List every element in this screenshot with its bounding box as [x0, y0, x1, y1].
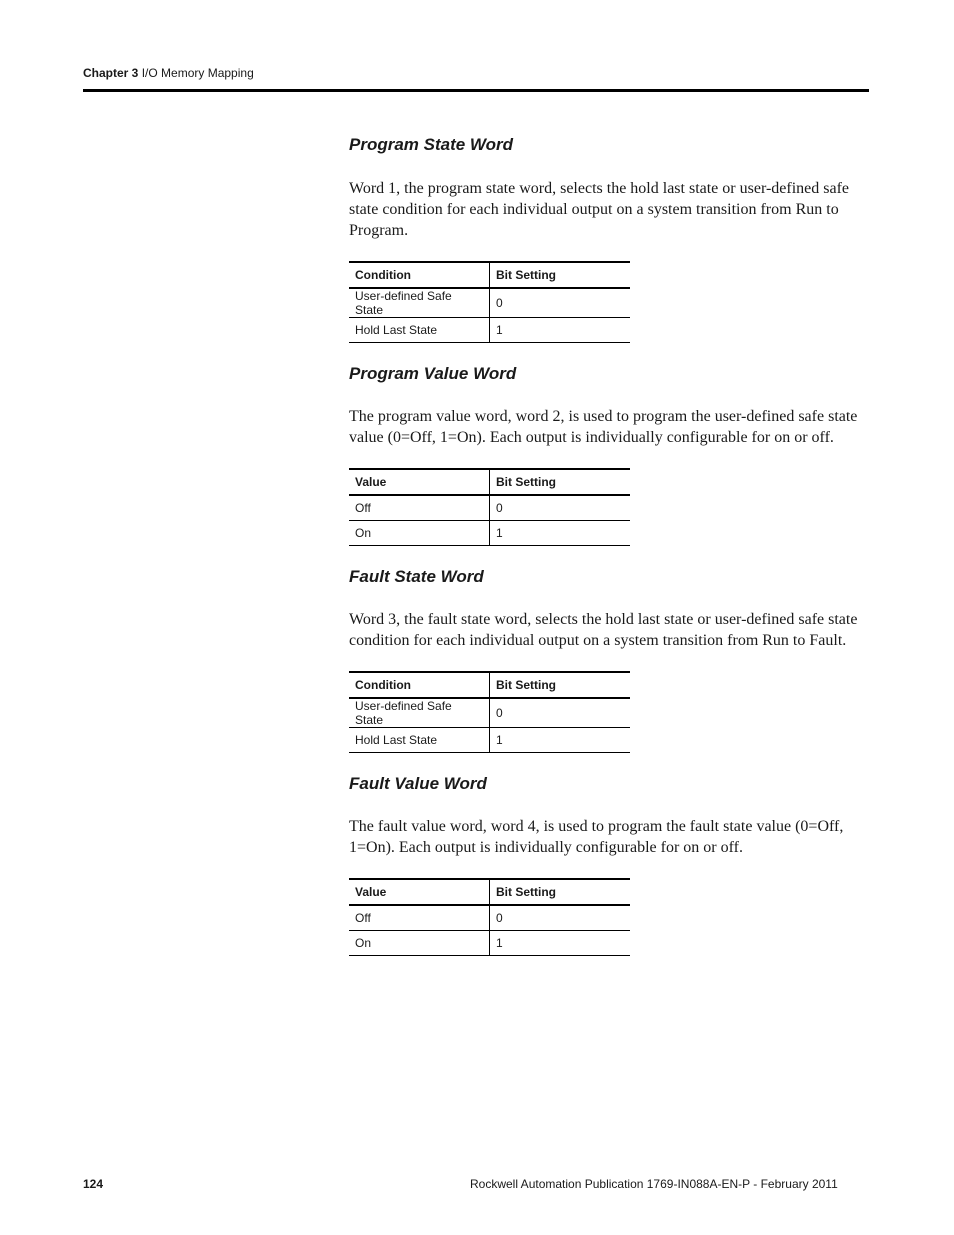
page-header	[83, 66, 254, 80]
chapter-title: I/O Memory Mapping	[141, 66, 254, 80]
bit-setting-table	[349, 878, 630, 956]
column-header: Bit Setting	[490, 879, 631, 905]
header-rule	[83, 89, 869, 92]
section-program-value-word	[349, 362, 859, 546]
table-row	[349, 698, 630, 728]
table-header-row	[349, 262, 630, 288]
table-cell: On	[349, 521, 490, 546]
table-cell: User-defined Safe State	[349, 288, 490, 318]
column-header: Condition	[349, 262, 490, 288]
publication-info: Rockwell Automation Publication 1769-IN088A-EN-P - February 2011	[470, 1177, 838, 1191]
table-cell: 1	[490, 318, 631, 343]
page-number: 124	[83, 1177, 104, 1191]
table-cell: On	[349, 931, 490, 956]
table-cell: Off	[349, 905, 490, 931]
table-cell: Hold Last State	[349, 318, 490, 343]
table-cell: 1	[490, 931, 631, 956]
column-header: Bit Setting	[490, 672, 631, 698]
table-header-row	[349, 879, 630, 905]
table-cell: User-defined Safe State	[349, 698, 490, 728]
table-header-row	[349, 469, 630, 495]
table-cell: 1	[490, 521, 631, 546]
table-cell: 0	[490, 905, 631, 931]
column-header: Condition	[349, 672, 490, 698]
bit-setting-table	[349, 468, 630, 546]
section-program-state-word	[349, 133, 859, 343]
column-header: Bit Setting	[490, 262, 631, 288]
table-header-row	[349, 672, 630, 698]
section-paragraph: Word 1, the program state word, selects the hold last state or user-defined safe state condition for each individual output on a system transition from Run to Program.	[349, 180, 850, 239]
main-content	[349, 133, 859, 956]
table-cell: 0	[490, 495, 631, 521]
table-row	[349, 905, 630, 931]
section-title: Fault State Word	[349, 567, 484, 586]
table-row	[349, 931, 630, 956]
table-row	[349, 288, 630, 318]
table-cell: 1	[490, 728, 631, 753]
column-header: Value	[349, 879, 490, 905]
column-header: Bit Setting	[490, 469, 631, 495]
table-cell: Hold Last State	[349, 728, 490, 753]
section-paragraph: The fault value word, word 4, is used to program the fault state value (0=Off, 1=On). Each output is individually configurable for on or off.	[349, 818, 844, 856]
section-fault-value-word	[349, 772, 859, 956]
table-cell: 0	[490, 288, 631, 318]
section-fault-state-word	[349, 565, 859, 753]
table-cell: 0	[490, 698, 631, 728]
section-title: Program State Word	[349, 135, 514, 154]
section-paragraph: The program value word, word 2, is used to program the user-defined safe state value (0=Off, 1=On). Each output is individually configurable for on or off.	[349, 408, 858, 446]
section-title: Fault Value Word	[349, 774, 487, 793]
table-cell: Off	[349, 495, 490, 521]
section-title: Program Value Word	[349, 364, 517, 383]
table-row	[349, 495, 630, 521]
section-paragraph: Word 3, the fault state word, selects the hold last state or user-defined safe state condition for each individual output on a system transition from Run to Fault.	[349, 611, 858, 649]
table-row	[349, 521, 630, 546]
column-header: Value	[349, 469, 490, 495]
bit-setting-table	[349, 671, 630, 753]
chapter-label: Chapter 3	[83, 66, 139, 80]
table-row	[349, 318, 630, 343]
table-row	[349, 728, 630, 753]
bit-setting-table	[349, 261, 630, 343]
